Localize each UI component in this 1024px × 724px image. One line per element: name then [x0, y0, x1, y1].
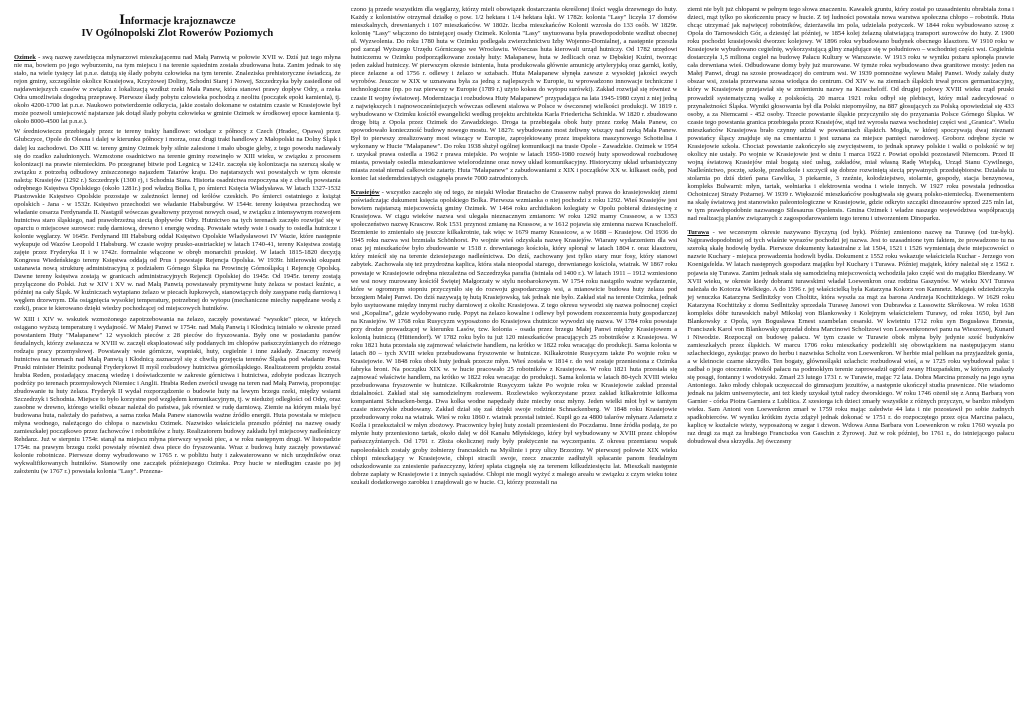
- paragraph-text: W średniowieczu przebiegały przez te tereny trakty handlowe: wiodące z północy z Czech (Hradec, Opawa) przez Głubczyce, Opole do Olesna i dalej w kierunku północy i morza, oraz drugi trakt handlowy z Małopolski na Dolny Śląsk i dalej ku zachodowi. Do XIII w. tereny gminy Ozimek były silnie zalesione i mało ubogie gleby, z tego powodu nadawały się do rzadko zaludnionych. Wzmożone osadnictwo na terenie gminy rozwinęło w XIII wieku, w związku z procesem kolonizacji na prawie niemieckim. Po przegranej bitwie pod Legnicą w 1241r. zaczęła się kolonizacja na szerszą skalę w związku z potrzebą odbudowy zniszczonego najazdem Tatarów kraju. Do najstarszych wsi powstałych w tym okresie należą: Krasiejów (1292 r.) Szczedrzyk (1300 r), i Schodnia Stara. Historia osadnictwa rozpoczyna się z chwilą powstania odrębnego Księstwa Opolskiego (około 1281r.) pod władzą Bolka I, po śmierci Księcia Władysława. W latach 1327-1532 Piastowskie Księstwo Opolskie pozostaje w zależności lennej od królów czeskich. Po śmierci ostatniego z książąt opolskich - Jana - w 1532r. Księstwo przechodzi we władanie Habsburgów. W 1544r. tereny księstwa przechodzą we władanie cesarza Ferdynanda II. Nastąpił wówczas gwałtowny przyrost nowych osad, w związku z intensywnym rozwojem hutnictwa staro śląskiego, nad prawobrzeżną siecią dopływów Odry. Hutnictwo na tych terenach zaczęło rozwijać się w oparciu o miejscowe surowce: rudę darniową, drewno i energię wodną. Powstałe wtedy wsie i osady to osiedla hutnicze i kolonie węglarzy. W 1645r. Ferdynand III Habsburg oddał Księstwo Opolskie Władysławowi IV Wazie, które następnie wykupuje od Wazów Leopold I Habsburg. W czasie wojny prusko-austriackiej w latach 1740-41, tereny Księstwa zostają zajęte przez Fryderyka II i w 1742r. formalnie włączone w obręb monarchii pruskiej. W latach 1815-1820 decyzją Kongresu Wiedeńskiego tereny Księstwa oddają od Prus i powstaje Rejencja Opolska. W 1939r. hitlerowski okupant ustanawia nową strukturę administracyjną z podziałem Górnego Śląska na Prowincję Górnośląską i Rejencję Opolską. Dawne tereny księstwa zostają w granicach administracyjnych Rejencji Opolskiej do 1945r. Od 1945r. tereny zostają przyłączone do Polski. Już w XIV i XV w. nad Małą Panwią powstawały prymitywne huty żelaza w postaci kuźnic, a później na cały Śląsk. W kuźniczach wytapiano żelazo w piecach łupkowych, stanowiących doły zasypane rudą darniową i węglem drzewnym. Dla osiągnięcia wysokiej temperatury, potrzebnej do wytopu (mechaniczne miechy napędzane wodą z rzeki), prace te kierowano dzięki wiedzy pochodzącej od miejscowych hutników.: [14, 128, 341, 313]
- title-initial: I: [119, 12, 125, 28]
- section-keyword-turawa: Turawa: [687, 229, 710, 237]
- column-1: [14, 6, 341, 720]
- paragraph: [687, 6, 1014, 223]
- paragraph-text: ziemi nie byli już chłopami w pełnym tego słowa znaczeniu. Kawałek gruntu, który został po uzasadnieniu obrabiała żona i dzieci, mąż tylko po skończeniu pracy w hucie. Z tej ludności powstała nowa warstwa społeczna chłopo – robotnik. Huta chcąc utrzymać jak najwięcej robotników, dzierżawiła im pola, udzielała pożyczek. W 1844 roku wybudowano szosę z Opola do Tarnowskich Gór, a dziesięć lat później, w 1854 kolej żelazną ułatwiającą transport surowców do huty. Z 1900 roku pochodzi krasiejowski dworzec kolejowy. W 1896 roku wybudowano budynek obecnego klasztoru. W 1910 roku w Krasiejowie wybudowano cegielnię, wykorzystującą gliny znajdujące się w południowo – wschodniej części wsi. Cegielnia dostarczyła 1,5 miliona cegieł na budowę Pałacu Kultury w Warszawie. W 1913 roku w wyniku pożaru spłonęła prawie cała drewniana wieś. Odbudowane domy były już murowane. W tymże roku wybudowano dwa granitowe mosty: jeden na Małej Panwi, drugi na szosie prowadzącej do centrum wsi. W 1939 pomnożne wylewu Małej Panwi. Wody zalały duży obszar wsi, została przerwana szosa wiodąca do centrum. Od XIV w. na ziemiach śląskich trwał proces germanizacyjny, który w Krasiejowie przejawiał się w zmienieniu nazwy na Krascheloff. Od drugiej połowy XVIII wieku rząd pruski prowadził systematyczną walkę z polskością. 20 marca 1921 roku odbył się plebiscyt, który miał zadecydować o przynależności Śląska. Wyniki głosowania był dla Polski niepomyślny, na 887 głosujących za Polską opowiedział się 433 osoby, a za Niemcami - 452 osoby. Trzecie powstanie śląskie przyczyniło się do przyznania Polsce Górnego Śląska. W czasie tego powstania granica przebiegała przez Krasiejów, stąd też wyrosła nazwa wschodniej części wsi „Granica". Wielu mieszkańców Krasiejowa brało czynny udział w powstaniach śląskich. Mogiła, w której spoczywają dwaj nieznani powstańcy śląscy znajduje się na cmentarzu i jest uznana za miejsce pamięci narodowej. Groborz odrębne życie w Krasiejowie szkoła. Chociaż powstanie zakończyło się zwycięstwem, to jednak sprawy polskie i walki o polskość w tej okolicy nie ustały. Po wojnie w Krasiejowie jest w dniu 1 marca 1922 r. Powiat opolski pozostawił Niemcom. Przed II wojną światową Krasiejów miał bogatą sieć usług, zakładów, miał własną Radę Wiejską, Urząd Stanu Cywilnego, Nadleśnictwo, pocztę, szkołę, przedszkole i szczycił się dobrze rozwiniętą siecią prywatnych przedsiębiorstw. Działała tu stolarnia po dziś dzień pana Gawlika, 3 piekarnie, 3 rzeźnie, kołodziejstwo, stolarnie, gospody, stacja benzynowa, kompleks Bulwarni: młyn, tartak, wełniarka i elektrownia wodna i wiele innych. W 1927 roku powstała jednostka Ochotniczej Straży Pożarnej. W 1939 r. Większość mieszkańców posługiwała się gwarą polsko-niemiecką. Ewenementem na skalę światową jest stanowisko paleontologiczne w Krasiejowie, gdzie odkryto szczątki dinozaurów sprzed 225 mln lat, w tym prawdopodobnie nazwanego Silesaurus Opolensis. Gmina Ozimek i władze naszego województwa współpracują nad realizacją planów związanych z zagospodarowaniem tego terenu i utworzeniem Dinoparku.: [687, 6, 1015, 223]
- page-title: [14, 14, 341, 28]
- paragraph: [14, 316, 341, 477]
- page-subtitle: IV Ogólnopolski Zlot Rowerów Poziomych: [81, 28, 274, 39]
- paragraph-text: - we wczesnym okresie nazywano Byczyną (od byk). Później zmieniono nazwę na Turawę (od tur-byk). Najprawdopodobniej od tych właśnie wyrazów pochodzi jej nazwa. Jest to uzasadnione tym faktem, że prowadzono tu na szeroką skalę hodowlę bydła. Pierwsze dokumenty katastralne z lat 1504, 1521 i 1526 wymieniają dwie miejscowości o nazwie Kuchary - miejsca prowadzenia hodowli bydła. Dokument z 1552 roku wskazuje właściciela Kuchar - Jerzego von Koenigsfelda. W latach następnych gospodarz majątku był Kuchary i Turawa. Później majątek, który należał się z 1562 r. pojawia się Turawa. Zanim jednak stała się samodzielną miejscowością wchodziła jako część wsi do majątku Bierdzany. W XVII wieku, w okresie kiedy dobrami turawskimi władał Loewenkron oraz rodzina Gaszynów. W wieku XVI Turawa należała do Kotorza Wielkiego. A do 1596 r. jej właścicielką była Katarzyna Kokorz von Kamnetz. Majątek odziedziczyła jej wnuczka Katarzyna Sedlnitzky von Choltitz, która wyszła za mąż za barona Andrzeja Kochtitzkiego. W 1629 roku Katarzyna Kochtitzky z domu Sedlnitzky sprzedała Turawę Janowi von Dubrawka z Lassowitz Skrókowa. W roku 1638 kompleks dóbr turawskich nabył Mikołaj von Blankowsky i Kolejnym właścicielem Turawy, od roku 1650, był Jan Blankowsky z Opola, syn Bogusława Ernest szambelan cesarski. W kwietniu 1712 roku syn Bogusława Ernesta, Franciszek Karol von Blankowsky sprzedał dobra Marcinowi Scholtzowi von Loewenkronowi panu na Wieszowej, Kunard i Niwodzie. Rozpoczął on budowę pałacu. W tym czasie w Turawie obok młyna były jedynie sześć budynków zamieszkałych przez śląskich. W marcu 1706 roku mieszkańcy podzielili się obowiązkiem na następującym stanu szlacheckiego, zyskując prawo do herbu i nazwiska Scholtz von Loewenkron. W herbie miał pelikan na przyjazdżek gonia, a w kleinocie czarne skrzydło. Ten bogaty, głównośląski szlachcic rozbudował wieś, a w 1725 roku wybudował pałac i zadbał o jego otoczenie. Wokół pałacu na podmokłym terenie zaprowadził ogród zwany Hiszpańskim, w którym znalazły się posągi, fontanny i wodotryski. Zmarł 23 lutego 1731 r. w Turawie, mając 72 lata. Dobra Marcina przeszły na jego syna Antoniego. Jako młody chłopak uczęszczał do gimnazjum jezuitów, a następnie ukończył studia prawnicze. Nie wiadomo jednak na jakim uniwersytecie, ani też kiedy uzyskał tytuł radcy dworskiego. W roku 1746 ożenił się z Anną Barbarą von Garnier - córka Piotra Garniera z Lubliica. Z szesiorga ich dzieci zmarły wszystkie z różnych przyczyn, w bardzo młodym wieku. Sam Antoni von Loewenkron zmarł w 1759 roku mając zaledwie 44 lata i nie pozostawił po sobie żadnych spadkobierców. W wyniku krótkim życia zdążył jednak dokonać w 1751 r. do rozpoczętego przez ojca Marcina pałacu, kaplicę w kształcie wieży, wyposażoną w zegar i dzwon. Wdowa Anna Barbara von Loewenkron w roku 1760 wyszła po raz drugi za mąż za hrabiego Franciszka von Gaschin z Żyrowej. Już w rok później, bo 1761 r., do istniejącego pałacu dobudował dwa skrzydła. Jej ówczesny: [687, 229, 1015, 446]
- paragraph-text: czono ją przede wszystkim dla węglarzy, którzy mieli obowiązek dostarczania określonej ilości węgla drzewnego do huty. Każdy z kolonistów otrzymał działkę o pow. 1/2 hektara i 1/4 hektara łąki. W 1782r. kolonia "Lasy" liczyła 17 domów mieszkalnych, drewnianych i 107 mieszkańców. W 1802r. liczba mieszkańców Kolonii wzrosła do 133 osób. W 1829r. kolonię "Lasy" włączono do istniejącej osady Ozimek. Kolonia "Lasy" usytuowana była prawdopodobnie wzdłuż obecnej ul. Wyzwolenia. Do roku 1780 huta w Ozimku podlegała zwierzchnictwu Izby Wojenno-Domialnej, a następnie przeszła pod zarząd Wyższego Urzędu Górniczego we Wrocławiu. Wówczas huta kierowali urząd hutniczy. Od 1782 urzędowi hutniczemu w Ozimku podporządkowane zostały huty: Małapanew, huta w Jedlicach oraz w Dębskiej Kuźni, tworząc jeden zakład hutniczy. W pierwszym okresie istnienia, huta produkowała głównie amunicję artyleryjską oraz garnki, kotły, piece żelazne a od 1756 r. odlewy i żelazo w sztabach. Huta Małapanew słynęła zawsze z wysokiej jakości swych wyrobów. Jeszcze w XIX w uznawana była za jedną z najlepszych w Europie, tu wprowadzono innowacje techniczne i technologiczne (np. po raz pierwszy w Europie (1789 r.) użyto koksu do wytopu surówki). Zakład rozwijał się również w czasie II wojny światowej. Modernizacja i rozbudowa Huty Małapanew" przypadająca na lata 1945-1980 czyni z niej jedną z największych i najnowocześniejszych wówczas odlewni stalowa w Polsce w ówczesnej wielkości produkcji. W 1819 r. wybudowano w Ozimku kościół ewangelicki według projektu architekta Karla Friedericha Schinkla. W 1820 r. zbudowano drogę bitą z Opola przez Ozimek do Zawadzkiego. Droga ta przebiegała obok huty przez rzekę Mała Panew, co spowodowało konieczność budowy nowego mostu. W 1827r. wybudowano most żeliwny wiszący nad rzeką Mała Panew. Był to pierwszy zrealizowany most wiszący w Europie, zaprojektowany przez inspektora maszynowego Schottelisa i wykonany w Hucie "Małapanew". Do roku 1938 służył ogólnej komunikacji na trasie Opole - Zawadzkie. Ozimek w 1954 r. uzyskał prawa osiedla a 1962 r prawa miejskie. Po wojnie w latach 1950-1980 rozwój huty spowodował rozbudowę miasta, powstały osiedla mieszkaniowe wielorodzinne oraz nowy układ komunikacyjny. Historyczny układ urbanistyczny miasta został niemal całkowicie zatarty. Huta "Małapanew" z zabudowaniami z XIX i początków XX w. kilkaset osób, pod koniec lat siedemdziesiątych osiągnęła prawie 7000 zatrudnionych.: [350, 6, 678, 182]
- paragraph: [687, 229, 1014, 446]
- paragraph: [14, 54, 341, 126]
- paragraph-text: - wszystko zaczęło się od tego, że niejaki Włodar Bratacho de Crasseow nabył prawa do krasiejowskiej ziemi poświadczając dukument księcia opolskiego Bolka. Pierwsza wzmianka o niej pochodzi z roku 1292. Wieś Krasiejów jest bowiem najstarszą miejscowością gminy Ozimek. W 1464 roku archidiakon kolegiaty w Opolu pobierał dziesięcinę z Krasiejowa. W ciągu wieków nazwa wsi ulegała nieznacznym zmianom: W roku 1292 mamy Crasseow, a w 1353 społeczeństwo nazwę Krascow. Rok 1531 przynosi zmianę na Krassow, a w 1612 pojawia się zmienna nazwa Krascheloff. Brzmienie to zmieniało się jeszcze kilkakrotnie, tak więc w 1679 mamy Krassicow, a w 1688 – Krasiejow. Od 1936 do 1945 roku nazwa wsi brzmiała Schönhorst. Po wojnie wieś odzyskała nazwę Krasiejów. Wiarany wydarzeniem dla wsi oraz jej mieszkańców było zbudowanie w 1518 r. drewnianego kościoła, który spłonął w latach 1804 r. oraz klasztoru, który mieścił się na terenie dziesiejszego nadleśnictwa. Do dziś, zachowany jest tylko stary mur fosy, który stanowi zabytek. Zachowała się też przydrożna kaplica, która stała nieopodal starego, drewnianego kościoła, wiatrak. W 1867 roku powstaje w Krasiejowie odrębna niezależna od Szczedrzyka parafia (istniała od 1400 r.). W latach 1911 – 1912 wzniesiono we wsi nowy murowany kościół Świętej Małgorzaty w stylu neobarokowym. W 1754 roku nastąpiło ważne wydarzenie, które w ogromnym stopniu przyczyniło się do rozwoju gospodarczego wsi, a mianowicie budowa huty żelaza pod brzegiem Małej Panwi. Do dziś nazywają tę hutą Krasiejowską, tak jednak nie było. Zakład stał na terenie Ozimka, jednak było usytuowane między innymi ruchy darniowej z okolic Krasiejowa. Z tego okresu wywodzi się nazwa połnocnej części wsi „Kopalina", gdzie wydobywano rudę. Popyt na żelazo kowalne i odlewy był powodem rozszerzenia huty gospodarczej na Krasiejów. W 1768 roku Rusycyzm wyposażono do Krasiejowa chutnicze wywodzi się nazwa. W 1784 roku powstaje przy drodze prowadzącej w kierunku Lasów, tzw. kolonia - osada przez brzegu Małej Panwi między Krasiejowem a kolonią hutniczą (Hüttendorf). W 1782 roku było tu już 120 mieszkańców pracujących 25 robotników z Krasiejowa. W roku 1821 huta przestała się zajmować właściwie handlem, na krótko w 1822 roku wracając do produkcji. Sama kolonia w latach 80 – tych XVIII wieku przebudowana fryszownie w hutnicze. Kilkakrotnie Rusycyzm także Po wojnie roku w Krasiejowie. W 1848 roku obok huty jednak przecze młyn. Wieś została w 1814 r. do wsi zostaje przeniesiona z Ozimka fabryka broni. Na początku XIX w. w hucie pracowało 25 robotników z Krasiejowa. W roku 1821 huta przestała się zajmować właściwie handlem, na krótko w 1822 roku wracając do produkcji. Sama kolonia w latach 80-tych XVIII wieku przebudowana fryszownie w hutnicze. Kilkakrotnie Rusycyzm także Po wojnie roku w Krasiejowie zakład przestał działalności. Zakład stał się samodzielnym rozlewem. Rozlewisko wykorzystane przez zakład kilkakrotnie kilkoma kompaniami Schnacken-berga. Dwa kolka wodne napędzały duże miechy oraz młyny. Jeden wielki młot był w tamtym czasie niezwykłe zbudowany. Zakład dział się zaś dzięki swoje rodzinie Schnackenberg. W 1848 roku Krasiejowie przebudowany roku na wiatrak. Wieś w roku 1860 r. wiatrak przestał istnieć. Kupił go za 4800 talarów młynarz Adametz z Koźla i przekształcił w młyn zbożowy. Pracownicy byłej huty zostali przeniesieni do Poczdamu. Inne źródła podają, że po młynie huty przeniesiono tartak, około dalej w dół Kanału Młyńskiego, który był wybudowany w XVIII przez chłopów pańszczyźnianych. Od 1791 r. Złoża okolicznej rudy były praktycznie na wyczerpaniu. Z okresu przemiarsu wspak napoleońskich zostały groby żołnierzy francuskich na Myślinie i przy ulicy Brzeziny. W pierwszej połowie XIX wieku chłopi mieszkający w Krasiejowie, chłopi stracili swoje, rzecz znacznie zadłużyli spłacanie panom feudalnym odszkodowanie za zniesienie pańszczyzny, której spłata ciągnęła się za terenem kilkudziesięciu lat. Mieszkali następnie dobrze zapłaty w Krasiejowie i z innych sąsiadów. Chłopi nie mogli wyżyć z małego areału w związku z czym wieku totez szukali dodatkowego zarobku i znajdowali go w hucie. Ci, którzy pozostali na: [350, 189, 678, 486]
- section-keyword-krasiejow: Krasiejów: [350, 189, 380, 197]
- column-3: [687, 6, 1014, 720]
- paragraph: [14, 128, 341, 313]
- paragraph: [351, 189, 678, 487]
- title-rest: nformacje krajoznawcze: [125, 16, 236, 27]
- section-keyword-ozimek: Ozimek: [14, 54, 36, 61]
- paragraph-text: W XIII i XIV w. wskutek wzmożonego zapotrzebowania na żelazo, zaczęły powstawać "wysokie" piece, w których osiągano wyższą temperaturę i wydajność. W Małej Panwi w 1754r. nad Małą Panwią i Kłodnicą istniało w okresie przed powstaniem Huty "Małapanew" 12 wysokich pieców z 28 pieców do fryszowania. Były one w posiadaniu panów feudalnych, którzy zwłaszcza w XVIII w. zaczęli eksploatować siły poddanych im chłopów pańszczyźnianych do różnego rodzaju pracy przemysłowej. Powstawały wsie górnicze, wapniaki, huty, cegielnie i inne zakłady. Znaczny rozwój hutnictwa na terenach nad Małą Panwią i Kłodnicą zaznaczył się z chwilą przejęcia terenów Śląska pod władanie Prus. Pruski minister Heinitz podsunął Fryderykowi II myśl rozbudowy hutnictwa górnośląskiego. Realizatorem projektu został hrabia Reden, posiadający znaczną wiedzę i doświadczenie w zakresie górnictwa i hutnictwa, zdobyte podczas licznych podróży po terenach przemysłowych Niemiec i Anglii. Hrabia Reden zwrócił uwagę na teren nad Małą Panwią, proponując zbudowanie tu huty żelaza. Fryderyk II wydał rozporządzenie o budowie huty na lewym brzegu rzeki, między wsiami Szczedrzyk i Schodnia. Miejsce to było korzystne pod względem komunikacyjnym, tj. w niedużej odległości od Odry, oraz zasobne w drewno, którego wielki obszar należał do państwa, jak również w rudę darniową. Ziemie na którym miała być budowana huta, należały do państwa, a sama rzeka Mała Panew stanowiła ważne źródło energii. Huta powstała w miejscu młyna wodnego, należącego do chłopa o nazwisku Ozimek. Nazwisko właściciela przeszło później na nazwę osady zamieszkałej początkowo przez fachowców i robotników z huty. Realizatorem budowy zakładu był miejscowy nadleśniczy Rehdanz. Już w sierpniu 1754r. stanął na miejscu młyna pierwszy wysoki piec, a w roku następnym drugi. W listopadzie 1754r. na prawym brzegu rzeki powstały również dwa piece do fryszowania. Wraz z budową huty zaczęły powstawać kolonie robotnicze. Pierwsze domy wybudowano w 1765 r. w pobliżu huty i zakwaterowano w nich urzędników oraz wykwalifikowanych hutników. Stanowiły one zaczątek późniejszego Ozimka. Przy hucie w niedługim czasie po jej założeniu (w 1767 r.) powstała kolonia "Lasy". Przezna-: [14, 315, 341, 476]
- paragraph: [351, 6, 678, 183]
- paragraph-text: - swą nazwę zawdzięcza młynarzowi mieszkającemu nad Małą Panwią w połowie XVII w. Dziś już tego młyna nie ma, bowiem po jego wyburzeniu, na tym miejscu i na terenie sąsiednim została zbudowana huta. Zanim jednak to się stało, na wiele tysięcy lat p.n.e. datują się ślady pobytu człowieka na tym terenie. Znaleziska prehistoryczne świadczą, że rejon gminy, szczególnie okolice Krasiejowa, Krzyżowej Doliny, Schodni Starej i Nowej, Szczedrzyka były zasiedlone od najdawniejszych czasów w związku z lokalizacją wzdłuż rzeki Mała Panew, która stanowi prawy dopływ Odry, a rzeka Odra umożliwiała dogodną przeprawę. Pierwsze ślady pobytu człowieka pochodzą z neolitu (początek epoki kamienia), tj. około 4200-1700 lat p.n.e. Naukowo potwierdzenie odkrycia, jakie zostało dokonane w ostatnim czasie w Krasiejowie był może pozwoli umiejscowić najstarsze jak dotąd ślady pobytu człowieka w gminie Ozimek w środkowej epoce kamienia tj. około 8000-4500 lat p.n.e.).: [14, 54, 341, 126]
- column-2: [351, 6, 678, 720]
